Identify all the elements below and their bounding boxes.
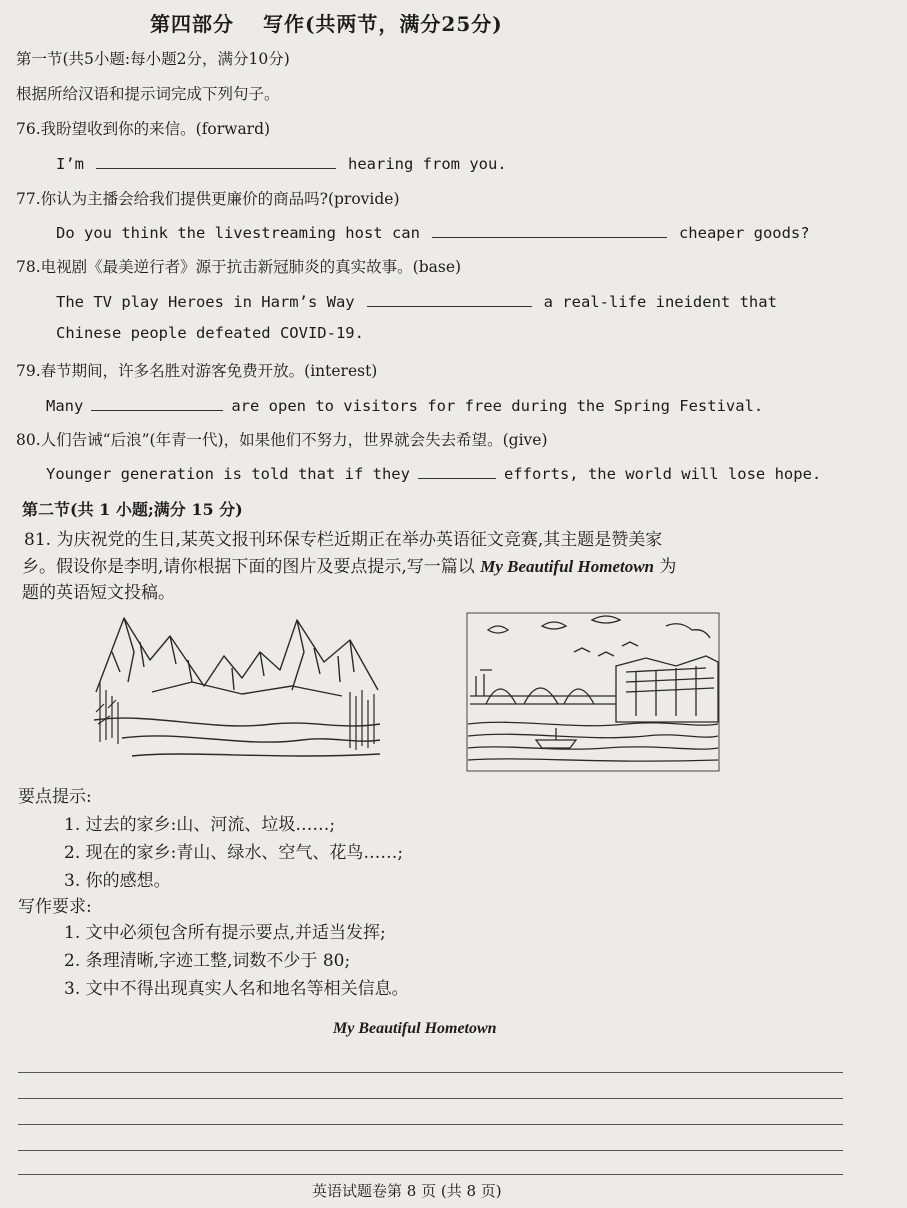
section2-header: 第二节(共 1 小题;满分 15 分) [22,500,243,519]
writing-line[interactable] [18,1150,843,1151]
q79-prompt: 79.春节期间，许多名胜对游客免费开放。(interest) [16,362,378,380]
point-item-2: 2. 现在的家乡:青山、绿水、空气、花鸟……; [64,843,404,863]
q81-line1: 81. 为庆祝党的生日,某英文报刊环保专栏近期正在举办英语征文竞赛,其主题是赞美家 [24,530,663,550]
q76-after: hearing from you. [348,155,507,173]
q79-blank[interactable] [91,394,223,411]
q81-line2-pre: 乡。假设你是李明,请你根据下面的图片及要点提示,写一篇以 [22,557,475,577]
q80-prompt: 80.人们告诫“后浪”(年青一代)，如果他们不努力，世界就会失去希望。(give) [16,431,548,449]
writing-line[interactable] [18,1174,843,1175]
q77-blank[interactable] [432,221,667,238]
q76-answer-line [56,152,507,173]
q78-line2: Chinese people defeated COVID-19. [56,324,364,342]
q79-before: Many [46,397,84,415]
requirements-header: 写作要求: [18,897,92,917]
q79-after: are open to visitors for free during the Spring Festival. [231,397,764,415]
writing-line[interactable] [18,1124,843,1125]
requirement-item-1: 1. 文中必须包含所有提示要点,并适当发挥; [64,923,386,943]
q78-after: a real-life ineident that [543,293,777,311]
point-item-1: 1. 过去的家乡:山、河流、垃圾……; [64,815,336,835]
section1-instruction: 根据所给汉语和提示词完成下列句子。 [16,85,280,103]
writing-line[interactable] [18,1072,843,1073]
requirement-item-2: 2. 条理清晰,字迹工整,词数不少于 80; [64,951,351,971]
q81-essay-title-inline: My Beautiful Hometown [480,557,655,576]
past-hometown-picture [92,612,382,762]
points-header: 要点提示: [18,787,92,807]
q77-prompt: 77.你认为主播会给我们提供更廉价的商品吗?(provide) [16,190,400,208]
q81-line2 [22,552,676,577]
q77-before: Do you think the livestreaming host can [56,224,420,242]
q78-blank[interactable] [367,290,532,307]
part-title: 第四部分 写作(共两节，满分25分) [150,12,503,36]
writing-line[interactable] [18,1098,843,1099]
q77-after: cheaper goods? [678,224,810,242]
q81-line2-post: 为 [659,557,677,577]
q78-before: The TV play Heroes in Harm’s Way [56,293,355,311]
q80-before: Younger generation is told that if they [46,465,410,483]
point-item-3: 3. 你的感想。 [64,871,171,891]
q76-prompt: 76.我盼望收到你的来信。(forward) [16,120,271,138]
section1-header: 第一节(共5小题:每小题2分，满分10分) [16,50,290,68]
q79-answer-line [46,394,763,415]
requirement-item-3: 3. 文中不得出现真实人名和地名等相关信息。 [64,979,409,999]
essay-title: My Beautiful Hometown [333,1020,497,1037]
present-hometown-picture [466,612,720,772]
q78-answer-line [56,290,777,311]
page-footer: 英语试题卷第 8 页 (共 8 页) [312,1182,502,1200]
q80-answer-line [46,462,821,483]
q78-prompt: 78.电视剧《最美逆行者》源于抗击新冠肺炎的真实故事。(base) [16,258,462,276]
q77-answer-line [56,221,810,242]
q76-blank[interactable] [96,152,336,169]
q80-blank[interactable] [418,462,496,479]
q81-line3: 题的英语短文投稿。 [22,583,175,603]
q76-before: I’m [56,155,84,173]
q80-after: efforts, the world will lose hope. [503,465,822,483]
